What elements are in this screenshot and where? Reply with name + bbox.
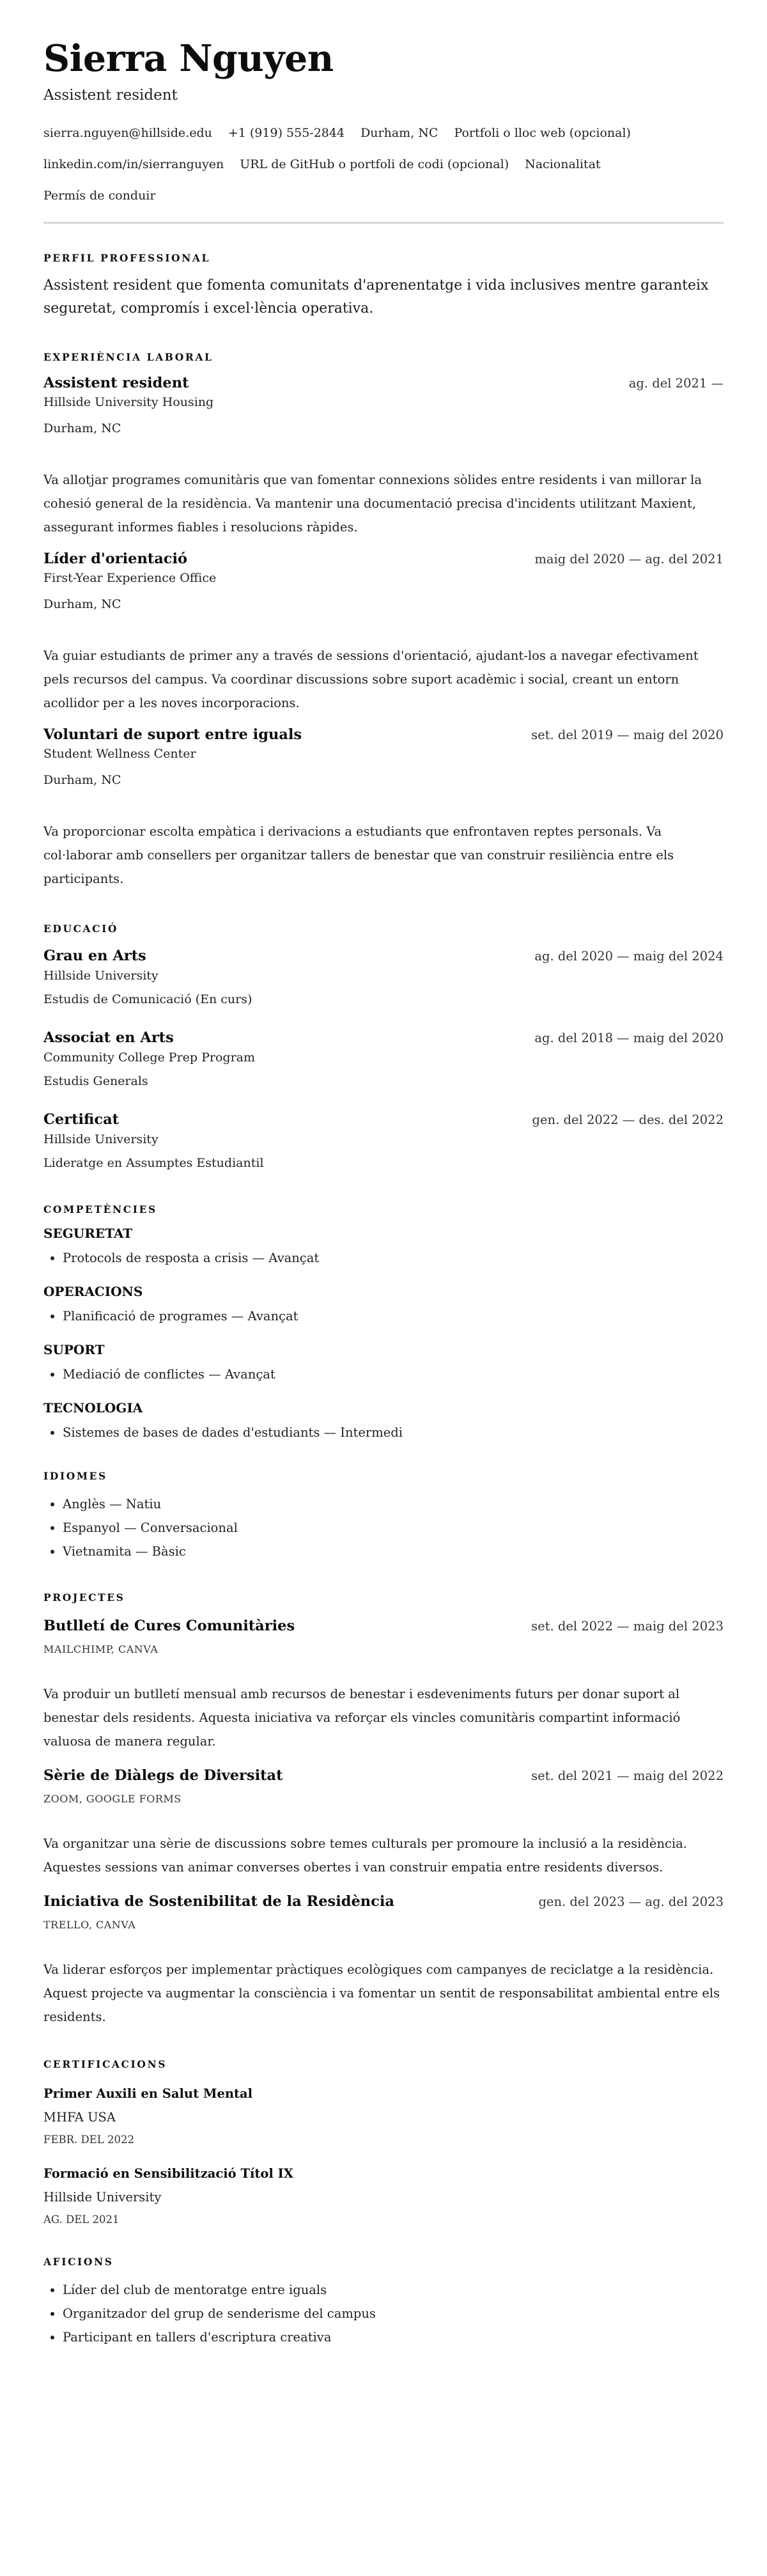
languages-section	[43, 1470, 724, 1563]
education-entry	[43, 1111, 724, 1175]
language-item: • Anglès — Natiu	[63, 1492, 724, 1516]
section-title: CERTIFICACIONS	[43, 2058, 167, 2070]
project-title: Butlletí de Cures Comunitàries	[43, 1618, 295, 1634]
contact-linkedin[interactable]: linkedin.com/in/sierranguyen	[43, 157, 224, 171]
contact-website[interactable]: Portfoli o lloc web (opcional)	[454, 126, 631, 140]
project-title: Sèrie de Diàlegs de Diversitat	[43, 1767, 283, 1784]
contact-phone[interactable]: +1 (919) 555-2844	[228, 126, 345, 140]
job-location: Durham, NC	[43, 597, 121, 611]
field-of-study: Estudis de Comunicació (En curs)	[43, 992, 252, 1006]
job-title: Voluntari de suport entre iguals	[43, 726, 302, 743]
experience-section	[43, 351, 724, 891]
experience-entry	[43, 375, 724, 539]
job-location: Durham, NC	[43, 421, 121, 435]
skill-list	[43, 1421, 724, 1444]
contact-driving-license: Permís de conduir	[43, 189, 156, 203]
job-company: First-Year Experience Office	[43, 571, 217, 585]
school-name: Community College Prep Program	[43, 1050, 255, 1065]
job-title: Assistent resident	[43, 375, 189, 391]
certification-name: Formació en Sensibilització Títol IX	[43, 2166, 293, 2181]
field-of-study: Lideratge en Assumptes Estudiantil	[43, 1156, 264, 1170]
hobby-item: • Participant en tallers d'escriptura creativa	[63, 2325, 724, 2349]
job-location: Durham, NC	[43, 773, 121, 787]
education-entry	[43, 948, 724, 1011]
project-description: Va organitzar una sèrie de discussions sobre temes culturals per promoure la inclusió a la residència. Aquestes sessions van animar converses obertes i van construir empatia entre residents diversos.	[43, 1836, 687, 1875]
certification-name: Primer Auxili en Salut Mental	[43, 2086, 253, 2101]
certifications-section	[43, 2058, 724, 2230]
candidate-headline: Assistent resident	[43, 87, 178, 104]
job-company: Hillside University Housing	[43, 395, 214, 409]
degree-title: Grau en Arts	[43, 948, 146, 964]
candidate-name: Sierra Nguyen	[43, 37, 334, 80]
certification-date: AG. DEL 2021	[43, 2213, 120, 2226]
job-date: set. del 2019 — maig del 2020	[531, 728, 724, 742]
experience-entry	[43, 726, 724, 891]
language-item: • Espanyol — Conversacional	[63, 1516, 724, 1540]
contact-list	[43, 118, 724, 212]
skill-list	[43, 1246, 724, 1270]
summary-text: Assistent resident que fomenta comunitats d'aprenentatge i vida inclusives mentre garanteix seguretat, compromís i excel·lència operativa.	[43, 277, 709, 316]
job-date: ag. del 2021 —	[628, 376, 724, 391]
skill-item: • Sistemes de bases de dades d'estudiants — Intermedi	[63, 1421, 724, 1444]
project-description: Va produir un butlletí mensual amb recursos de benestar i esdeveniments futurs per donar suport al benestar dels residents. Aquesta iniciativa va reforçar els vincles comunitàris compartint informació valuosa de manera regular.	[43, 1687, 681, 1749]
skills-section	[43, 1203, 724, 1444]
skill-group-title: OPERACIONS	[43, 1284, 143, 1299]
section-title: AFICIONS	[43, 2256, 114, 2268]
section-title: EDUCACIÓ	[43, 923, 119, 935]
skill-group	[43, 1226, 724, 1270]
skill-group	[43, 1342, 724, 1386]
project-entry	[43, 1893, 724, 2029]
project-tech: MAILCHIMP, CANVA	[43, 1643, 159, 1655]
project-tech: ZOOM, GOOGLE FORMS	[43, 1793, 182, 1805]
skill-group	[43, 1284, 724, 1328]
education-entry	[43, 1029, 724, 1093]
certification-date: FEBR. DEL 2022	[43, 2134, 134, 2146]
project-tech: TRELLO, CANVA	[43, 1919, 136, 1931]
job-description: Va allotjar programes comunitàris que van fomentar connexions sòlides entre residents i van millorar la cohesió general de la residència. Va mantenir una documentació precisa d'incidents utilitzant Maxient, assegurant informes fiables i resolucions ràpides.	[43, 472, 702, 535]
contact-email[interactable]: sierra.nguyen@hillside.edu	[43, 126, 212, 140]
header-divider	[43, 222, 724, 224]
experience-entry	[43, 550, 724, 715]
project-date: set. del 2021 — maig del 2022	[531, 1768, 724, 1783]
contact-location: Durham, NC	[360, 126, 438, 140]
hobbies-section	[43, 2256, 724, 2349]
degree-title: Associat en Arts	[43, 1029, 174, 1046]
section-title: PROJECTES	[43, 1591, 125, 1604]
education-section	[43, 923, 724, 1175]
certification-entry	[43, 2082, 724, 2150]
certification-issuer: Hillside University	[43, 2190, 162, 2205]
education-date: gen. del 2022 — des. del 2022	[532, 1112, 724, 1127]
skill-list	[43, 1304, 724, 1328]
section-title: EXPERIÈNCIA LABORAL	[43, 351, 213, 363]
language-list	[43, 1492, 724, 1563]
project-title: Iniciativa de Sostenibilitat de la Residència	[43, 1893, 394, 1910]
skill-group-title: SUPORT	[43, 1342, 105, 1357]
job-date: maig del 2020 — ag. del 2021	[534, 552, 724, 566]
skill-group-title: SEGURETAT	[43, 1226, 133, 1241]
job-company: Student Wellness Center	[43, 747, 196, 761]
skill-group-title: TECNOLOGIA	[43, 1400, 143, 1416]
project-description: Va liderar esforços per implementar pràctiques ecològiques com campanyes de reciclatge a la residència. Aquest projecte va augmentar la consciència i va fomentar un sentit de responsabilitat ambiental entre els residents.	[43, 1962, 720, 2024]
certification-issuer: MHFA USA	[43, 2110, 116, 2125]
resume-header	[43, 37, 724, 224]
job-description: Va proporcionar escolta empàtica i derivacions a estudiants que enfrontaven reptes personals. Va col·laborar amb consellers per organitzar tallers de benestar que van construir resiliència entre els participants.	[43, 824, 674, 886]
contact-github[interactable]: URL de GitHub o portfoli de codi (opcional)	[240, 157, 509, 171]
job-title: Líder d'orientació	[43, 550, 188, 567]
section-title: PERFIL PROFESSIONAL	[43, 252, 211, 264]
field-of-study: Estudis Generals	[43, 1074, 148, 1088]
skill-item: • Mediació de conflictes — Avançat	[63, 1362, 724, 1386]
hobby-item: • Líder del club de mentoratge entre iguals	[63, 2278, 724, 2302]
projects-section	[43, 1591, 724, 2029]
summary-section	[43, 252, 724, 320]
contact-nationality: Nacionalitat	[525, 157, 601, 171]
hobby-list	[43, 2278, 724, 2349]
certification-entry	[43, 2162, 724, 2230]
school-name: Hillside University	[43, 1132, 159, 1146]
skill-group	[43, 1400, 724, 1444]
skill-item: • Protocols de resposta a crisis — Avançat	[63, 1246, 724, 1270]
hobby-item: • Organitzador del grup de senderisme del campus	[63, 2302, 724, 2325]
project-entry	[43, 1618, 724, 1753]
project-date: set. del 2022 — maig del 2023	[531, 1619, 724, 1634]
section-title: IDIOMES	[43, 1470, 107, 1482]
degree-title: Certificat	[43, 1111, 120, 1128]
school-name: Hillside University	[43, 969, 159, 983]
language-item: • Vietnamita — Bàsic	[63, 1540, 724, 1563]
project-entry	[43, 1767, 724, 1879]
job-description: Va guiar estudiants de primer any a través de sessions d'orientació, ajudant-los a navegar efectivament pels recursos del campus. Va coordinar discussions sobre suport acadèmic i social, creant un entorn acollidor per a les noves incorporacions.	[43, 648, 699, 710]
skill-list	[43, 1362, 724, 1386]
education-date: ag. del 2020 — maig del 2024	[534, 949, 724, 964]
section-title: COMPETÈNCIES	[43, 1203, 157, 1215]
project-date: gen. del 2023 — ag. del 2023	[538, 1894, 724, 1909]
education-date: ag. del 2018 — maig del 2020	[534, 1031, 724, 1045]
skill-item: • Planificació de programes — Avançat	[63, 1304, 724, 1328]
